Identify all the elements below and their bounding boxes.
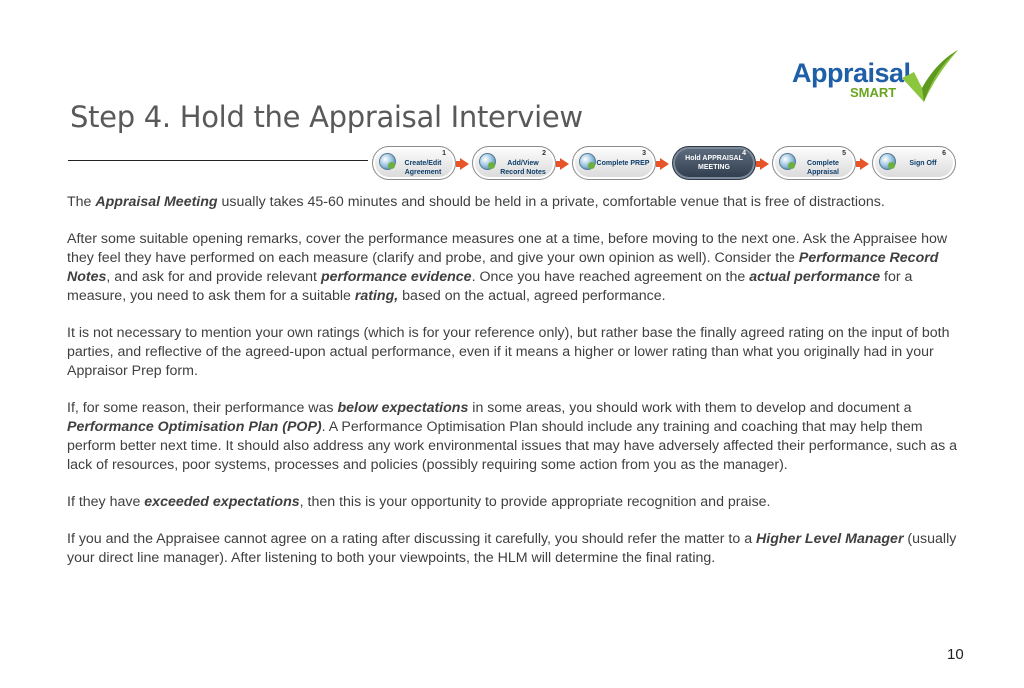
step-number: 6 [942, 150, 946, 157]
logo-smart-text: SMART [850, 85, 897, 100]
paragraph-exceeded-expectations [67, 493, 959, 512]
paragraph-opening-remarks [67, 230, 959, 306]
title-divider [68, 160, 368, 161]
paragraph-higher-level-manager [67, 530, 959, 568]
emphasis-performance-evidence: performance evidence [320, 269, 472, 285]
process-steps [372, 146, 956, 182]
emphasis-below-expectations: below expectations [337, 400, 469, 416]
page-title: Step 4. Hold the Appraisal Interview [70, 100, 583, 134]
step-number: 1 [442, 150, 446, 157]
text-run: The [67, 194, 96, 210]
logo-wordmark: Appraisal [792, 58, 911, 88]
emphasis-performance-record-notes: Performance Record Notes [67, 250, 939, 285]
checkmark-icon [898, 48, 960, 106]
step-label: Complete Appraisal [807, 160, 839, 176]
globe-icon [379, 153, 396, 170]
step-create-edit-agreement[interactable] [372, 146, 456, 180]
appraisal-smart-logo [790, 48, 962, 110]
step-add-view-record-notes[interactable] [472, 146, 556, 180]
emphasis-higher-level-manager: Higher Level Manager [756, 531, 904, 547]
text-run: If you and the Appraisee cannot agree on a rating after discussing it carefully, you should refer the matter to a [67, 531, 757, 547]
text-run: If they have [67, 494, 145, 510]
text-run: , and ask for and provide relevant [106, 269, 321, 285]
text-run: usually takes 45-60 minutes and should be held in a private, comfortable venue that is free of distractions. [217, 194, 885, 210]
text-run: If, for some reason, their performance was [67, 400, 338, 416]
page-number: 10 [947, 646, 964, 663]
step-number: 4 [742, 150, 746, 157]
arrow-right-icon [660, 158, 669, 170]
text-run: in some areas, you should work with them to develop and document a [468, 400, 912, 416]
arrow-right-icon [460, 158, 469, 170]
globe-icon [879, 153, 896, 170]
step-complete-prep[interactable] [572, 146, 656, 180]
text-run: After some suitable opening remarks, cover the performance measures one at a time, before moving to the next one. Ask the Appraisee how they feel they have performed on each measure (clarify and probe, and give your own opinion as well). Consider the [67, 231, 948, 266]
paragraph-below-expectations [67, 399, 959, 475]
step-label: Add/View Record Notes [500, 160, 546, 176]
step-label: Complete PREP [596, 160, 650, 167]
step-sign-off[interactable] [872, 146, 956, 180]
text-run: . A Performance Optimisation Plan should include any training and coaching that may help them perform better next time. It should also address any work environmental issues that may have adversely affected their performance, such as a lack of resources, poor systems, processes and policies (possibly requiring some action from you as the manager). [67, 419, 958, 473]
text-run: , then this is your opportunity to provide appropriate recognition and praise. [299, 494, 771, 510]
text-run: for a measure, you need to ask them for a suitable [67, 269, 913, 304]
emphasis-rating: rating, [354, 288, 399, 304]
emphasis-exceeded-expectations: exceeded expectations [144, 494, 300, 510]
text-run: . Once you have reached agreement on the [471, 269, 750, 285]
arrow-right-icon [760, 158, 769, 170]
emphasis-actual-performance: actual performance [749, 269, 881, 285]
step-complete-appraisal[interactable] [772, 146, 856, 180]
emphasis-appraisal-meeting: Appraisal Meeting [95, 194, 218, 210]
globe-icon [579, 153, 596, 170]
step-hold-appraisal-meeting[interactable] [672, 146, 756, 180]
step-label: Sign Off [909, 160, 937, 167]
step-label: Create/Edit Agreement [404, 160, 442, 176]
globe-icon [779, 153, 796, 170]
globe-icon [479, 153, 496, 170]
body-content [67, 193, 959, 586]
arrow-right-icon [860, 158, 869, 170]
step-label: Hold APPRAISAL MEETING [685, 155, 743, 171]
text-run: based on the actual, agreed performance. [398, 288, 666, 304]
arrow-right-icon [560, 158, 569, 170]
step-number: 2 [542, 150, 546, 157]
paragraph-own-ratings [67, 324, 959, 381]
step-number: 5 [842, 150, 846, 157]
step-number: 3 [642, 150, 646, 157]
text-run: It is not necessary to mention your own ratings (which is for your reference only), but rather base the finally agreed rating on the input of both parties, and reflective of the agreed-upon actual performance, even if it means a higher or lower rating than what you originally had in your Appraisor Prep form. [67, 325, 950, 379]
emphasis-pop: Performance Optimisation Plan (POP) [67, 419, 322, 435]
paragraph-appraisal-meeting [67, 193, 959, 212]
text-run: (usually your direct line manager). After listening to both your viewpoints, the HLM will determine the final rating. [67, 531, 957, 566]
